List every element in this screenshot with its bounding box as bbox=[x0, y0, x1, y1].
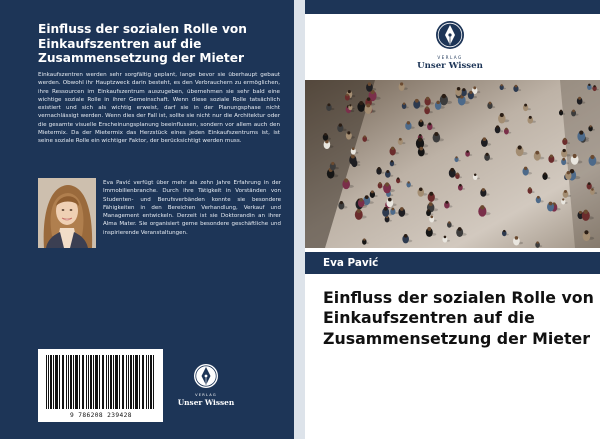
front-cover-title: Einfluss der sozialen Rolle von Einkaufszentren auf die Zusammensetzung der Mieter bbox=[323, 288, 594, 348]
back-cover-description: Einkaufszentren werden sehr sorgfältig geplant, lange bevor sie überhaupt gebaut werden. Obwohl ihr Hauptzweck darin besteht, es den Verbrauchern zu ermöglichen, ihre Ressourcen im Einkaufszentrum auszugeben, übernehmen sie sehr bald eine wichtige soziale Rolle in ihrer Gemeinschaft. Wenn diese soziale Rolle tatsächlich existiert und sich als wichtig erweist, darf sie in der Planungsphase nicht vernachlässigt werden. Wenn dies der Fall ist, sollte sie nicht nur die Architektur oder die gesamte visuelle Erscheinungsplanung beeinflussen, sondern vor allem auch den Mietermix. Da der Mietermix das Herzstück eines jeden Einkaufszentrums ist, ist seine soziale Rolle ein wichtiger Faktor, der berücksichtigt werden muss. bbox=[38, 72, 280, 145]
fountain-pen-nib-icon bbox=[435, 20, 465, 50]
back-publisher-logo bbox=[168, 363, 244, 407]
barcode-icon bbox=[44, 355, 157, 411]
front-author-name: Eva Pavić bbox=[323, 257, 379, 269]
isbn-barcode bbox=[38, 349, 163, 422]
fountain-pen-nib-icon bbox=[193, 363, 219, 389]
back-cover bbox=[0, 0, 294, 439]
barcode-digits: 9 786208 239428 bbox=[70, 412, 132, 419]
front-publisher-name: Unser Wissen bbox=[417, 61, 483, 71]
back-cover-title: Einfluss der sozialen Rolle von Einkaufszentren auf die Zusammensetzung der Mieter bbox=[38, 22, 247, 65]
front-cover bbox=[305, 0, 600, 439]
author-portrait bbox=[38, 178, 96, 248]
back-publisher-name: Unser Wissen bbox=[177, 398, 235, 407]
cover-photo-crowd bbox=[305, 80, 600, 248]
author-band bbox=[305, 252, 600, 274]
author-bio: Eva Pavić verfügt über mehr als zehn Jahre Erfahrung in der Immobilienbranche. Durch ihre Tätigkeit in Vorständen von Studenten- und Berufsverbänden konnte sie besondere Fähigkeiten in den Bereichen Verhandlung, Verkauf und Management entwickeln. Derzeit ist sie Doktorandin an ihrer Alma Mater. Sie organisiert gerne besondere geschäftliche und inspirierende Veranstaltungen. bbox=[103, 180, 281, 236]
back-publisher-label: VERLAG bbox=[195, 393, 217, 397]
book-spine bbox=[294, 0, 305, 439]
front-top-band bbox=[305, 0, 600, 14]
front-publisher-logo bbox=[400, 20, 500, 71]
front-publisher-label: VERLAG bbox=[437, 55, 463, 60]
